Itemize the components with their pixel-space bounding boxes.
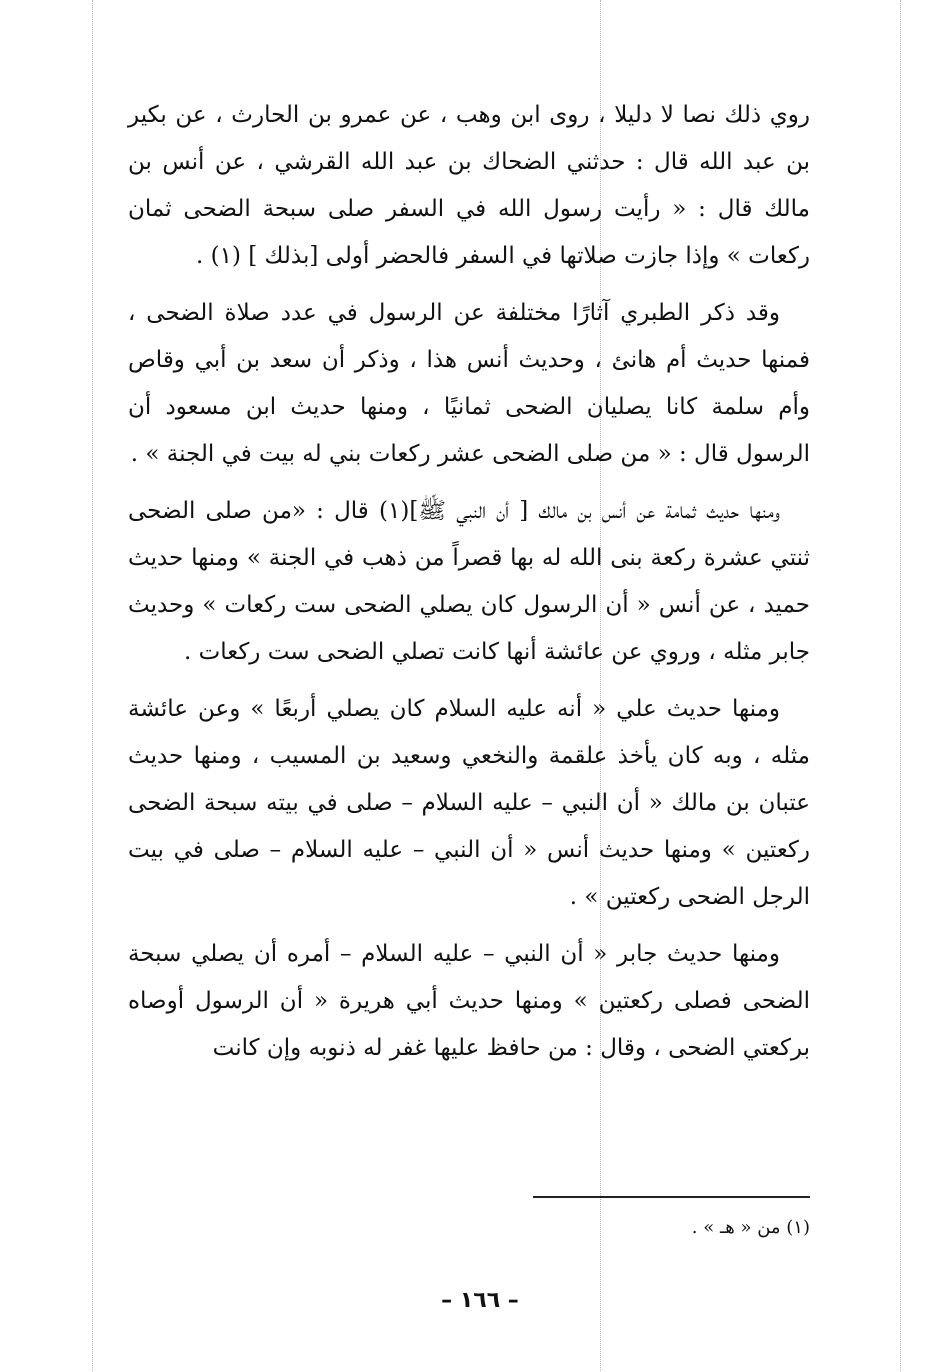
- paragraph-5: ومنها حديث جابر « أن النبي – عليه السلام – أمره أن يصلي سبحة الضحى فصلى ركعتين » ومنها حديث أبي هريرة « أن الرسول أوصاه بركعتي الضحى ، وقال : من حافظ عليها غفر له ذنوبه وإن كانت: [128, 941, 810, 1061]
- scan-edge-line: [92, 0, 93, 1372]
- paragraph-3: ومنها حديث ثمامة عن أنس بن مالك [ أن النبي ﷺ](١) قال : «من صلى الضحى ثنتي عشرة ركعة بنى الله له بها قصراً من ذهب في الجنة » ومنها حديث حميد ، عن أنس « أن الرسول كان يصلي الضحى ست ركعات » وحديث جابر مثله ، وروي عن عائشة أنها كانت تصلي الضحى ست ركعات .: [128, 498, 811, 665]
- paragraph-1: روي ذلك نصا لا دليلا ، روى ابن وهب ، عن عمرو بن الحارث ، عن بكير بن عبد الله قال : حدثني الضحاك بن عبد الله القرشي ، عن أنس بن مالك قال : « رأيت رسول الله في السفر صلى سبحة الضحى ثمان ركعات » وإذا جازت صلاتها في السفر فالحضر أولى [بذلك ] (١) .: [128, 102, 810, 269]
- page-number: – ١٦٦ –: [441, 1288, 519, 1313]
- page-body: [128, 92, 810, 1082]
- footnote-separator: [533, 1196, 810, 1198]
- paragraph-2: وقد ذكر الطبري آثارًا مختلفة عن الرسول في عدد صلاة الضحى ، فمنها حديث أم هانئ ، وحديث أنس هذا ، وذكر أن سعد بن أبي وقاص وأم سلمة كانا يصليان الضحى ثمانيًا ، ومنها حديث ابن مسعود أن الرسول قال : « من صلى الضحى عشر ركعات بني له بيت في الجنة » .: [128, 300, 810, 467]
- scan-edge-line: [900, 0, 901, 1372]
- paragraph-4: ومنها حديث علي « أنه عليه السلام كان يصلي أربعًا » وعن عائشة مثله ، وبه كان يأخذ علقمة والنخعي وسعيد بن المسيب ، ومنها حديث عتبان بن مالك « أن النبي – عليه السلام – صلى في بيته سبحة الضحى ركعتين » ومنها حديث أنس « أن النبي – عليه السلام – صلى في بيت الرجل الضحى ركعتين » .: [128, 696, 810, 910]
- footnote: (١) من « هـ » .: [691, 1217, 810, 1238]
